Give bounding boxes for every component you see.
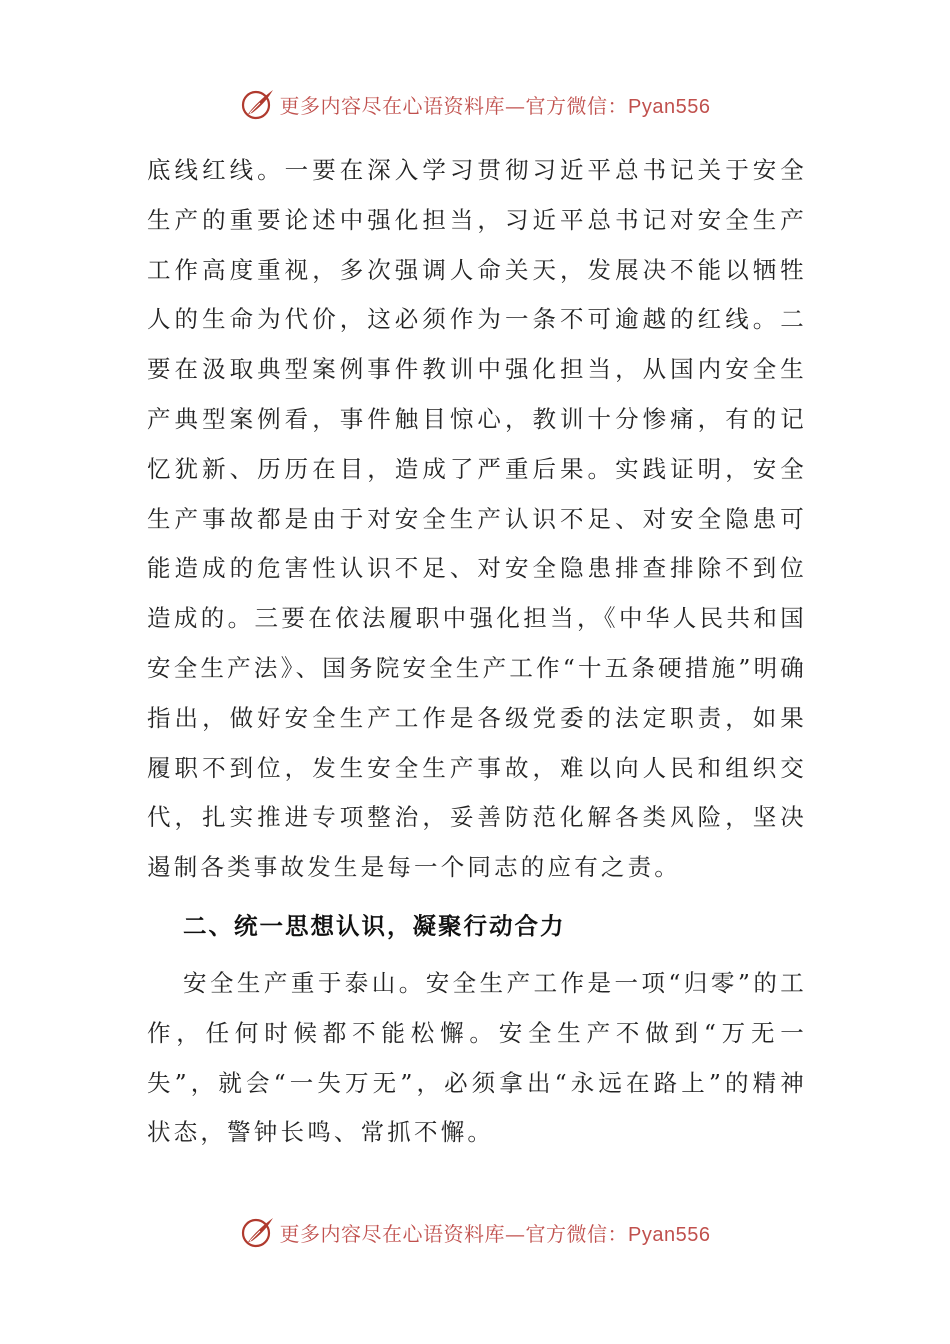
quill-pen-circle-icon: [240, 86, 276, 122]
section-heading-2: 二、统一思想认识，凝聚行动合力: [183, 911, 566, 940]
banner-site-text: 更多内容尽在心语资料库: [279, 1221, 506, 1246]
footer-banner: [0, 1210, 950, 1254]
banner-label: 官方微信：: [525, 1221, 629, 1246]
paragraph-2: 安全生产重于泰山。安全生产工作是一项“归零”的工作，任何时候都不能松懈。安全生产不做到“万无一失”，就会“一失万无”，必须拿出“永远在路上”的精神状态，警钟长鸣、常抓不懈。: [147, 968, 807, 1147]
quill-pen-circle-icon: [240, 1214, 276, 1250]
paragraph-1: 底线红线。一要在深入学习贯彻习近平总书记关于安全生产的重要论述中强化担当，习近平总书记对安全生产工作高度重视，多次强调人命关天，发展决不能以牺牲人的生命为代价，这必须作为一条不可逾越的红线。二要在汲取典型案例事件教训中强化担当，从国内安全生产典型案例看，事件触目惊心，教训十分惨痛，有的记忆犹新、历历在目，造成了严重后果。实践证明，安全生产事故都是由于对安全生产认识不足、对安全隐患可能造成的危害性认识不足、对安全隐患排查排除不到位造成的。三要在依法履职中强化担当，《中华人民共和国安全生产法》、国务院安全生产工作“十五条硬措施”明确指出，做好安全生产工作是各级党委的法定职责，如果履职不到位，发生安全生产事故，难以向人民和组织交代，扎实推进专项整治，妥善防范化解各类风险，坚决遏制各类事故发生是每一个同志的应有之责。: [147, 156, 807, 882]
banner-text: [280, 90, 711, 119]
banner-wechat-id: Pyan556: [628, 95, 711, 118]
header-banner: [0, 82, 950, 126]
banner-label: 官方微信：: [525, 93, 629, 118]
banner-wechat-id: Pyan556: [628, 1223, 711, 1246]
banner-text: [280, 1218, 711, 1247]
document-body: [147, 146, 807, 1158]
banner-dash: —: [505, 1221, 526, 1246]
banner-dash: —: [505, 93, 526, 118]
banner-site-text: 更多内容尽在心语资料库: [279, 93, 506, 118]
